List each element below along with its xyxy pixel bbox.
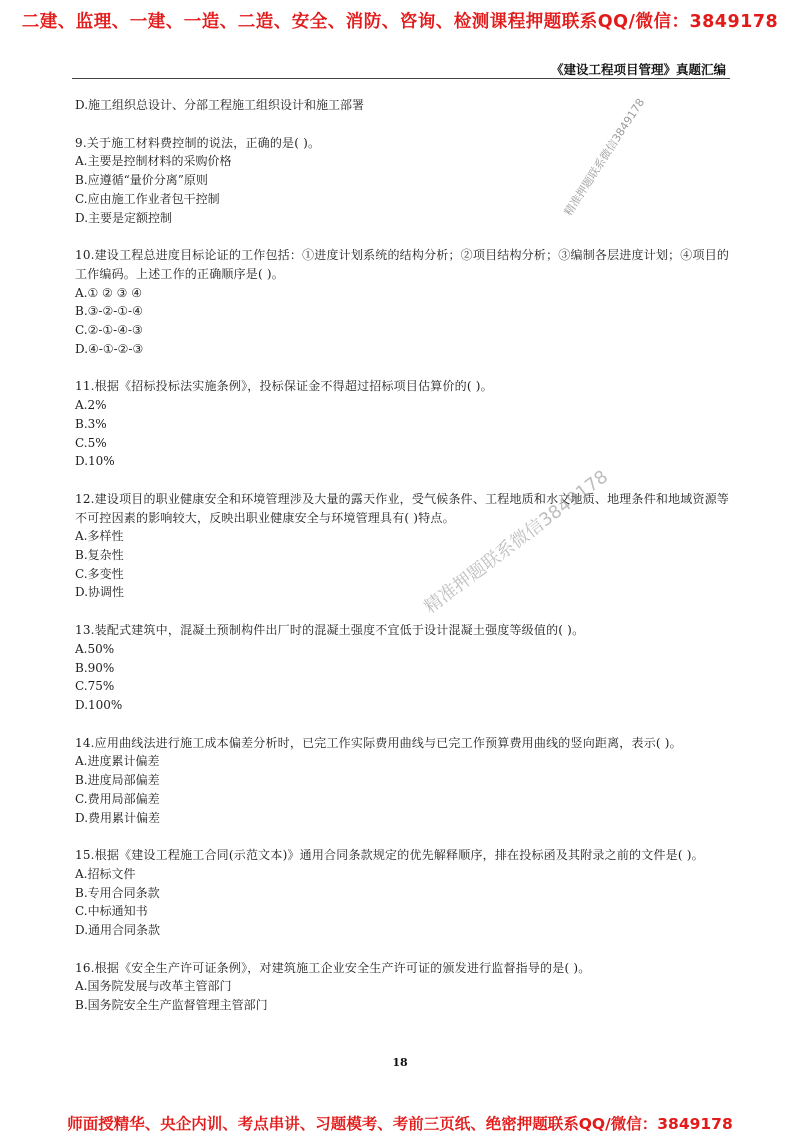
question-list — [75, 96, 735, 1034]
option: D.费用累计偏差 — [75, 810, 161, 825]
question-block — [75, 959, 735, 1015]
question-block — [75, 134, 735, 228]
option: A.主要是控制材料的采购价格 — [75, 154, 232, 169]
watermark-text: 精准押题联系微信3849178 — [561, 96, 648, 219]
option: C.②-①-④-③ — [75, 323, 143, 338]
option: B.3% — [75, 416, 107, 431]
question-block — [75, 621, 735, 715]
question-stem: 12.建设项目的职业健康安全和环境管理涉及大量的露天作业，受气候条件、工程地质和水文地质、地理条件和地域资源等不可控因素的影响较大，反映出职业健康安全与环境管理具有( )特点。 — [75, 491, 730, 525]
option: D.④-①-②-③ — [75, 341, 144, 356]
option: C.中标通知书 — [75, 904, 148, 919]
option: C.费用局部偏差 — [75, 791, 160, 806]
question-stem: 10.建设工程总进度目标论证的工作包括：①进度计划系统的结构分析；②项目结构分析；③编制各层进度计划；④项目的工作编码。上述工作的正确顺序是( )。 — [75, 248, 730, 281]
watermark-text: 精准押题联系微信3849178 — [420, 466, 613, 618]
option: B.③-②-①-④ — [75, 304, 143, 319]
option: D.10% — [75, 454, 115, 469]
option: C.75% — [75, 679, 115, 694]
question-block — [75, 377, 735, 471]
question-stem: 16.根据《安全生产许可证条例》，对建筑施工企业安全生产许可证的颁发进行监督指导的是( )。 — [75, 960, 591, 975]
option: D.100% — [75, 697, 123, 712]
option: D.主要是定额控制 — [75, 210, 173, 225]
option: A.① ② ③ ④ — [75, 285, 142, 300]
option: C.应由施工作业者包干控制 — [75, 191, 220, 206]
question-stem: 13.装配式建筑中，混凝土预制构件出厂时的混凝土强度不宜低于设计混凝土强度等级值的( )。 — [75, 623, 585, 638]
option: D.协调性 — [75, 585, 125, 600]
question-block — [75, 734, 735, 828]
option: D.通用合同条款 — [75, 923, 161, 938]
header-divider — [72, 78, 730, 79]
option: A.招标文件 — [75, 866, 136, 881]
option: B.90% — [75, 660, 115, 675]
question-stem: 14.应用曲线法进行施工成本偏差分析时，已完工作实际费用曲线与已完工作预算费用曲线的竖向距离，表示( )。 — [75, 735, 682, 750]
question-block — [75, 490, 735, 602]
question-stem: 15.根据《建设工程施工合同(示范文本)》通用合同条款规定的优先解释顺序，排在投标函及其附录之前的文件是( )。 — [75, 848, 704, 863]
option: A.多样性 — [75, 529, 124, 544]
option: D.施工组织总设计、分部工程施工组织设计和施工部署 — [75, 98, 365, 112]
question-block — [75, 246, 735, 358]
option: A.2% — [75, 398, 107, 413]
option: C.5% — [75, 435, 107, 450]
option: B.复杂性 — [75, 548, 124, 563]
option: C.多变性 — [75, 566, 124, 581]
option: B.国务院安全生产监督管理主管部门 — [75, 998, 268, 1013]
option: A.进度累计偏差 — [75, 754, 160, 769]
question-stem: 9.关于施工材料费控制的说法，正确的是( )。 — [75, 135, 321, 150]
question-stem: 11.根据《招标投标法实施条例》，投标保证金不得超过招标项目估算价的( )。 — [75, 379, 493, 394]
running-header: 《建设工程项目管理》真题汇编 — [550, 62, 726, 77]
option: B.应遵循“量价分离”原则 — [75, 173, 208, 188]
option: A.50% — [75, 641, 115, 656]
question-8-tail — [75, 96, 735, 115]
option: A.国务院发展与改革主管部门 — [75, 979, 232, 994]
option: B.专用合同条款 — [75, 885, 160, 900]
page-number: 18 — [392, 1056, 408, 1069]
option: B.进度局部偏差 — [75, 773, 160, 788]
question-block — [75, 846, 735, 940]
questions-container — [75, 134, 735, 1015]
promo-banner-bottom: 师面授精华、央企内训、考点串讲、习题模考、考前三页纸、绝密押题联系QQ/微信：3849178 — [67, 1115, 733, 1133]
promo-banner-top: 二建、监理、一建、一造、二造、安全、消防、咨询、检测课程押题联系QQ/微信：3849178 — [21, 12, 779, 32]
